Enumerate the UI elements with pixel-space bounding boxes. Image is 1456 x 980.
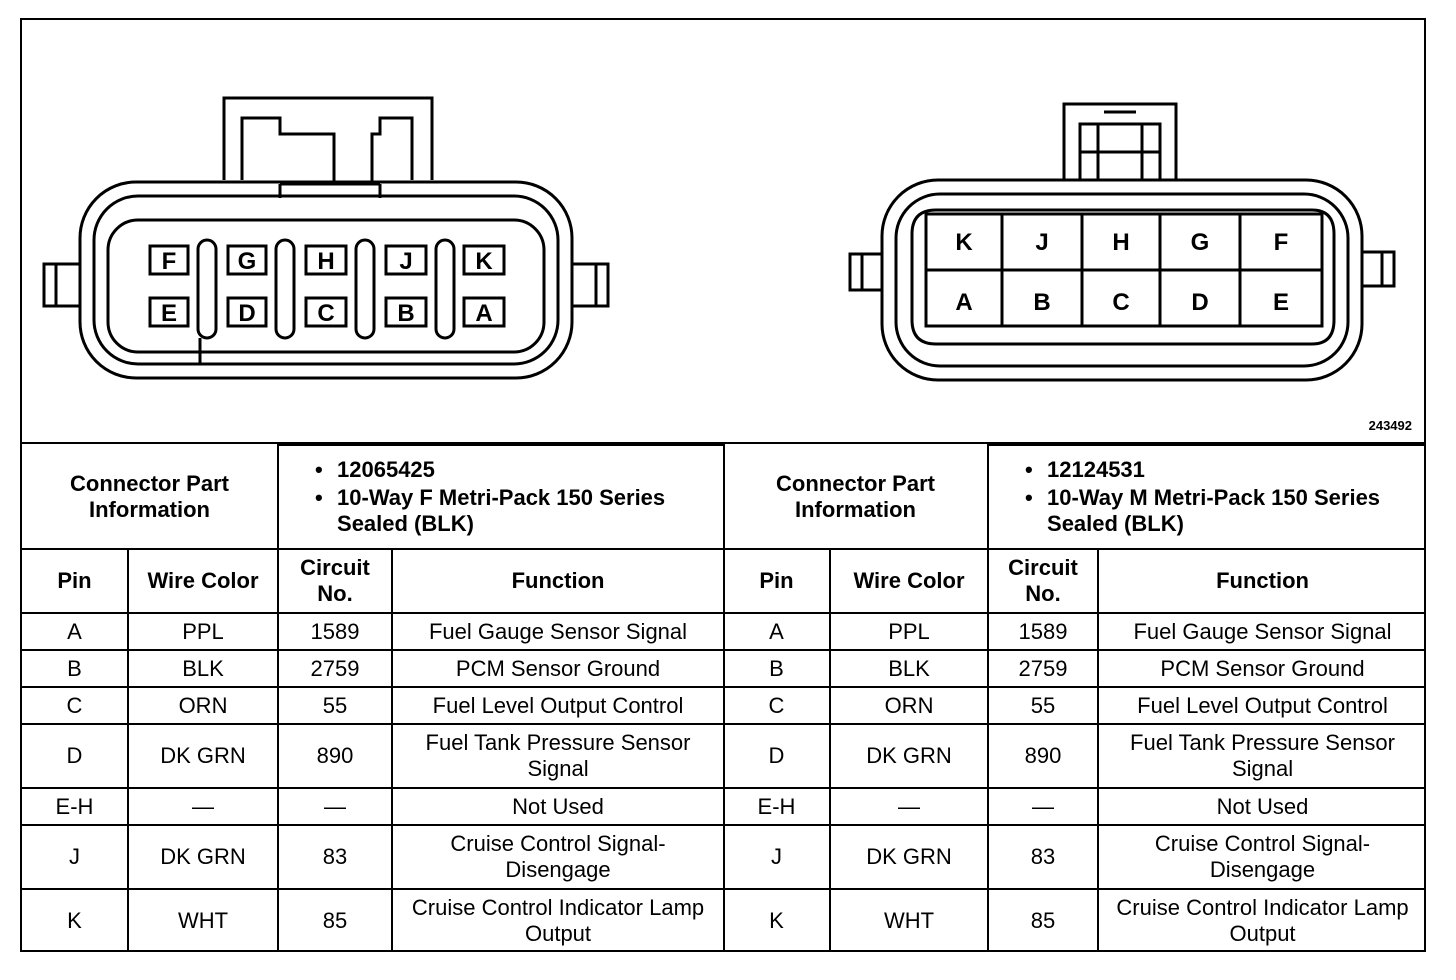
wire-color-cell: — <box>128 788 278 825</box>
function-cell: PCM Sensor Ground <box>392 650 724 687</box>
circuit-column-header: Circuit No. <box>988 549 1098 613</box>
table-row <box>22 889 724 951</box>
table-row <box>22 724 724 788</box>
pin-label: H <box>1112 229 1130 256</box>
table-row <box>22 687 724 724</box>
wire-color-cell: DK GRN <box>128 825 278 889</box>
bullet-icon: • <box>315 485 323 510</box>
pin-label: A <box>955 289 973 316</box>
wire-color-column-header: Wire Color <box>830 549 988 613</box>
pin-label: E <box>160 300 178 327</box>
pin-cell: D <box>22 724 128 788</box>
pin-cell: K <box>724 889 830 951</box>
function-cell: Cruise Control Indicator Lamp Output <box>392 889 724 951</box>
pin-label: D <box>1191 289 1209 316</box>
male-connector-cavities <box>926 214 1322 326</box>
female-connector-cavities <box>150 246 504 327</box>
function-column-header: Function <box>392 549 724 613</box>
wire-color-cell: ORN <box>830 687 988 724</box>
wire-color-cell: ORN <box>128 687 278 724</box>
wire-color-cell: DK GRN <box>128 724 278 788</box>
table-row <box>22 650 724 687</box>
wire-color-cell: WHT <box>128 889 278 951</box>
circuit-cell: 85 <box>278 889 392 951</box>
circuit-cell: 2759 <box>988 650 1098 687</box>
pin-label: F <box>1273 229 1289 256</box>
connector-diagram-area <box>22 20 1424 444</box>
circuit-cell: 1589 <box>278 613 392 650</box>
pinout-tables <box>22 444 1424 950</box>
wire-color-cell: WHT <box>830 889 988 951</box>
pin-cell: J <box>22 825 128 889</box>
connector-info-list <box>278 445 724 549</box>
connector-info-label: Connector Part Information <box>724 445 988 549</box>
part-number-item <box>315 457 717 483</box>
circuit-cell: 83 <box>278 825 392 889</box>
pin-label: F <box>161 248 177 275</box>
pin-label: C <box>1112 289 1130 316</box>
circuit-cell: 55 <box>278 687 392 724</box>
function-cell: Fuel Level Output Control <box>1098 687 1426 724</box>
function-cell: Cruise Control Indicator Lamp Output <box>1098 889 1426 951</box>
connector-drawings <box>22 20 1424 442</box>
pin-label: K <box>955 229 973 256</box>
part-description: 10-Way M Metri-Pack 150 Series Sealed (BLK) <box>1047 485 1381 536</box>
function-cell: Fuel Level Output Control <box>392 687 724 724</box>
wire-color-cell: PPL <box>128 613 278 650</box>
part-number-item <box>1025 457 1420 483</box>
circuit-cell: 890 <box>988 724 1098 788</box>
function-cell: Fuel Tank Pressure Sensor Signal <box>392 724 724 788</box>
pin-label: G <box>237 248 257 275</box>
table-row <box>724 724 1426 788</box>
pin-label: E <box>1272 289 1290 316</box>
function-cell: PCM Sensor Ground <box>1098 650 1426 687</box>
circuit-cell: 85 <box>988 889 1098 951</box>
pin-cell: A <box>22 613 128 650</box>
circuit-column-header: Circuit No. <box>278 549 392 613</box>
bullet-icon: • <box>315 457 323 482</box>
pin-label: B <box>397 300 415 327</box>
wire-color-column-header: Wire Color <box>128 549 278 613</box>
pin-label: H <box>317 248 335 275</box>
pin-cell: A <box>724 613 830 650</box>
circuit-cell: — <box>278 788 392 825</box>
table-row <box>724 788 1426 825</box>
part-description-item <box>1025 485 1420 537</box>
pin-label: B <box>1033 289 1051 316</box>
circuit-cell: — <box>988 788 1098 825</box>
pin-cell: C <box>724 687 830 724</box>
table-row <box>724 825 1426 889</box>
circuit-cell: 55 <box>988 687 1098 724</box>
pinout-table-female <box>22 444 725 951</box>
table-row <box>724 613 1426 650</box>
figure-number: 243492 <box>1368 418 1412 433</box>
pin-cell: J <box>724 825 830 889</box>
pin-label: G <box>1190 229 1210 256</box>
wire-color-cell: DK GRN <box>830 825 988 889</box>
circuit-cell: 2759 <box>278 650 392 687</box>
function-cell: Not Used <box>1098 788 1426 825</box>
pin-label: C <box>317 300 335 327</box>
wire-color-cell: BLK <box>128 650 278 687</box>
table-row <box>724 650 1426 687</box>
pin-cell: D <box>724 724 830 788</box>
pin-cell: K <box>22 889 128 951</box>
table-row <box>22 788 724 825</box>
bullet-icon: • <box>1025 457 1033 482</box>
pin-column-header: Pin <box>22 549 128 613</box>
part-description-item <box>315 485 717 537</box>
function-cell: Fuel Gauge Sensor Signal <box>392 613 724 650</box>
pin-cell: B <box>22 650 128 687</box>
connector-info-label: Connector Part Information <box>22 445 278 549</box>
circuit-cell: 83 <box>988 825 1098 889</box>
function-cell: Cruise Control Signal-Disengage <box>1098 825 1426 889</box>
pin-column-header: Pin <box>724 549 830 613</box>
function-cell: Not Used <box>392 788 724 825</box>
wire-color-cell: DK GRN <box>830 724 988 788</box>
function-cell: Fuel Gauge Sensor Signal <box>1098 613 1426 650</box>
circuit-cell: 1589 <box>988 613 1098 650</box>
pin-cell: E-H <box>724 788 830 825</box>
pin-cell: E-H <box>22 788 128 825</box>
pin-cell: C <box>22 687 128 724</box>
part-description: 10-Way F Metri-Pack 150 Series Sealed (BLK) <box>337 485 666 536</box>
pin-label: A <box>475 300 493 327</box>
bullet-icon: • <box>1025 485 1033 510</box>
female-connector-drawing <box>44 98 608 378</box>
part-number: 12065425 <box>337 457 435 482</box>
pinout-table-male <box>724 444 1426 951</box>
table-row <box>22 825 724 889</box>
function-column-header: Function <box>1098 549 1426 613</box>
part-number: 12124531 <box>1047 457 1145 482</box>
figure-frame <box>20 18 1426 952</box>
pin-label: J <box>399 248 413 275</box>
pin-label: K <box>475 248 493 275</box>
table-row <box>22 613 724 650</box>
pin-cell: B <box>724 650 830 687</box>
wire-color-cell: PPL <box>830 613 988 650</box>
pin-label: J <box>1035 229 1049 256</box>
table-row <box>724 687 1426 724</box>
pin-label: D <box>238 300 256 327</box>
connector-info-list <box>988 445 1426 549</box>
function-cell: Fuel Tank Pressure Sensor Signal <box>1098 724 1426 788</box>
function-cell: Cruise Control Signal-Disengage <box>392 825 724 889</box>
table-row <box>724 889 1426 951</box>
circuit-cell: 890 <box>278 724 392 788</box>
wire-color-cell: — <box>830 788 988 825</box>
wire-color-cell: BLK <box>830 650 988 687</box>
